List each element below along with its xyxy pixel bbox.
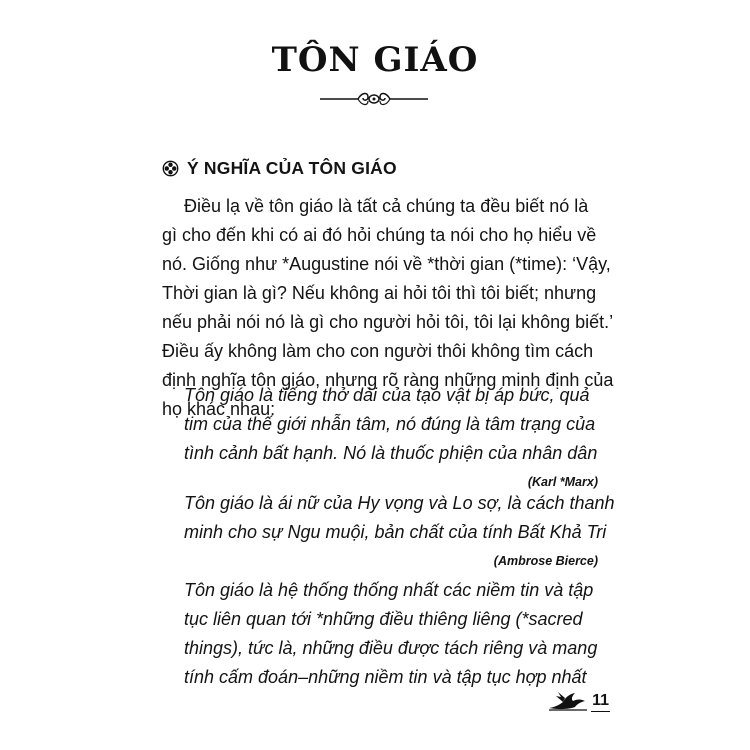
quote-line: tính cấm đoán–những niềm tin và tập tục hợp nhất xyxy=(184,667,587,687)
bird-icon xyxy=(547,690,589,712)
chapter-title: TÔN GIÁO xyxy=(271,40,479,80)
quote-line: minh cho sự Ngu muội, bản chất của tính Bất Khả Tri xyxy=(184,522,607,542)
paragraph-line: gì cho đến khi có ai đó hỏi chúng ta nói cho họ hiểu về xyxy=(162,225,597,245)
page-footer xyxy=(547,690,610,712)
section-heading-text: Ý NGHĨA CỦA TÔN GIÁO xyxy=(187,158,397,178)
quote-line: Tôn giáo là hệ thống thống nhất các niềm tin và tập xyxy=(184,580,594,600)
section-heading xyxy=(162,158,397,179)
paragraph-line: Điều lạ về tôn giáo là tất cả chúng ta đều biết nó là xyxy=(184,196,589,216)
paragraph-line: nếu phải nói nó là gì cho người hỏi tôi, tôi lại không biết.’ xyxy=(162,312,614,332)
quote-marx xyxy=(184,381,602,492)
scroll-ornament-icon xyxy=(318,88,430,110)
quote-durkheim xyxy=(184,576,602,692)
quote-source: (Ambrose Bierce) xyxy=(493,554,598,568)
quote-line: tim của thế giới nhẫn tâm, nó đúng là tâm trạng của xyxy=(184,414,596,434)
quote-source: (Karl *Marx) xyxy=(527,475,598,489)
paragraph-line: họ khác nhau: xyxy=(162,399,276,419)
quote-line: things), tức là, những điều được tách riêng và mang xyxy=(184,638,598,658)
flower-bullet-icon xyxy=(162,160,179,177)
page-number: 11 xyxy=(591,692,610,712)
quote-line: tình cảnh bất hạnh. Nó là thuốc phiện của nhân dân xyxy=(184,443,598,463)
paragraph-line: Thời gian là gì? Nếu không ai hỏi tôi thì tôi biết; nhưng xyxy=(162,283,597,303)
quote-line: Tôn giáo là tiếng thở dài của tạo vật bị áp bức, quả xyxy=(184,385,590,405)
paragraph-line: nó. Giống như *Augustine nói về *thời gian (*time): ‘Vậy, xyxy=(162,254,611,274)
quote-line: tục liên quan tới *những điều thiêng liêng (*sacred xyxy=(184,609,583,629)
quote-bierce xyxy=(184,489,615,571)
paragraph-line: Điều ấy không làm cho con người thôi không tìm cách xyxy=(162,341,594,361)
paragraph-line: định nghĩa tôn giáo, nhưng rõ ràng những minh định của xyxy=(162,370,614,390)
quote-line: Tôn giáo là ái nữ của Hy vọng và Lo sợ, là cách thanh xyxy=(184,493,615,513)
